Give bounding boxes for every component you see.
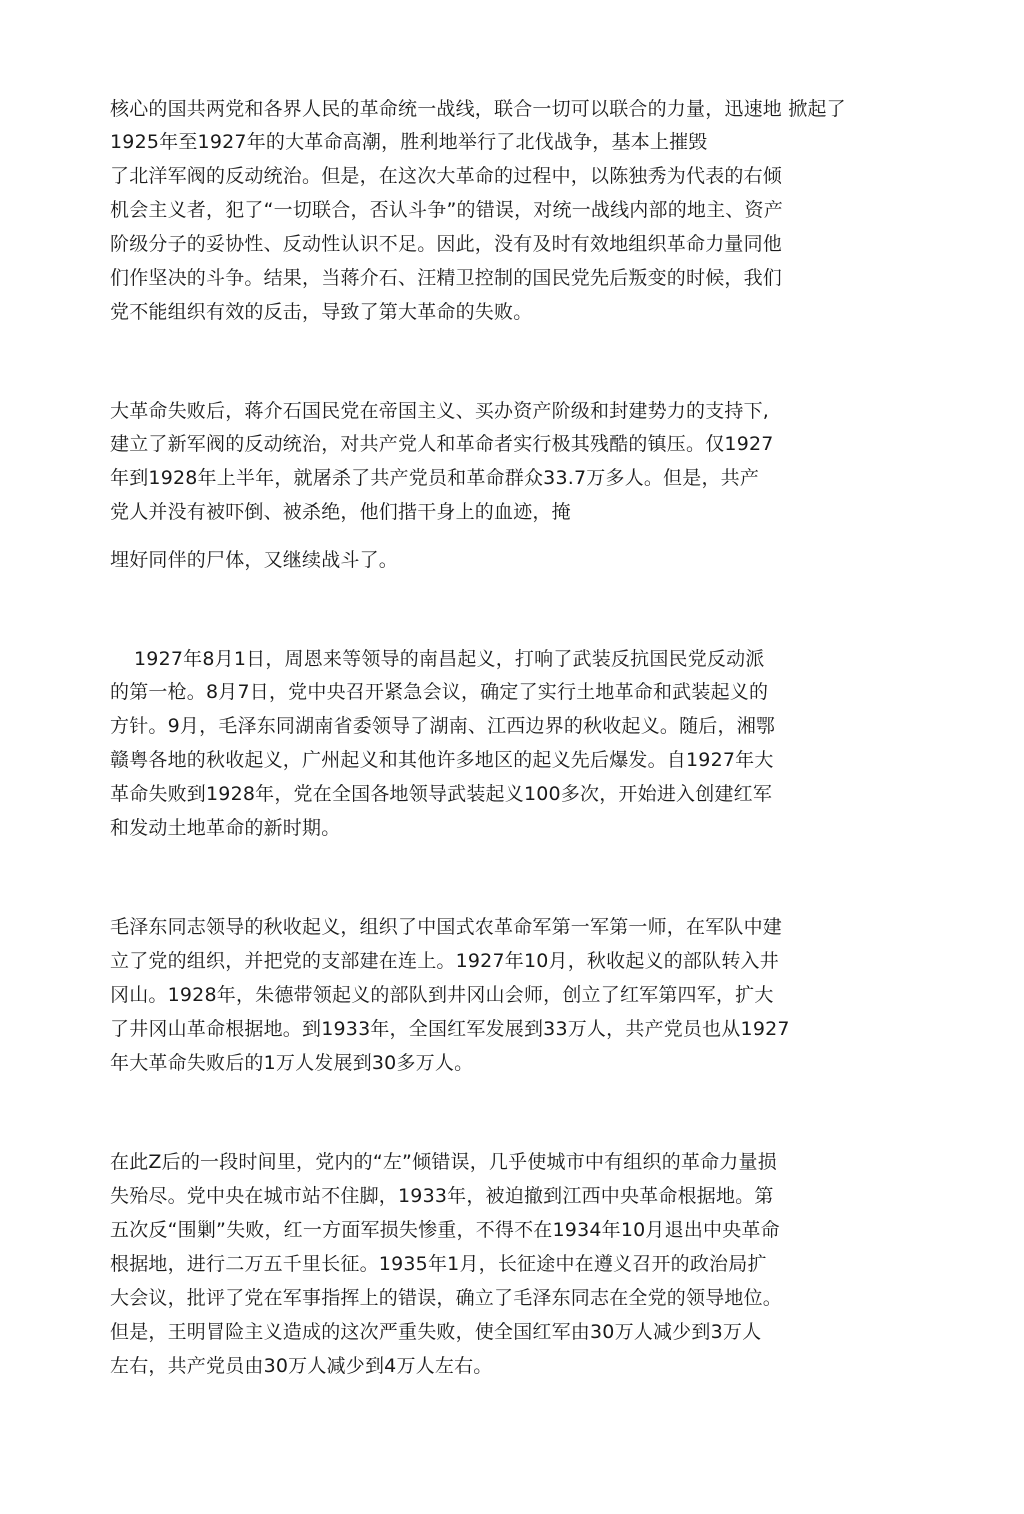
paragraph-line: 失殆尽。党中央在城市站不住脚，1933年，被迫撤到江西中央革命根据地。第	[110, 1185, 774, 1207]
paragraph-line: 冈山。1928年，朱德带领起义的部队到井冈山会师，创立了红军第四军，扩大	[110, 984, 774, 1006]
paragraph-line: 年大革命失败后的1万人发展到30多万人。	[110, 1052, 474, 1074]
paragraph-line: 和发动土地革命的新时期。	[110, 817, 341, 839]
paragraph-line: 毛泽东同志领导的秋收起义，组织了中国式农革命军第一军第一师，在军队中建	[110, 916, 783, 938]
paragraph-line: 核心的国共两党和各界人民的革命统一战线，联合一切可以联合的力量，迅速地 掀起了	[110, 98, 846, 120]
paragraph-line: 大会议，批评了党在军事指挥上的错误，确立了毛泽东同志在全党的领导地位。	[110, 1287, 783, 1309]
paragraph-line: 大革命失败后，蒋介石国民党在帝国主义、买办资产阶级和封建势力的支持下,	[110, 400, 770, 422]
paragraph-line: 五次反“围剿”失败，红一方面军损失惨重，不得不在1934年10月退出中央革命	[110, 1219, 780, 1241]
paragraph-line: 们作坚决的斗争。结果，当蒋介石、汪精卫控制的国民党先后叛变的时候，我们	[110, 267, 783, 289]
paragraph-line: 的第一枪。8月7日，党中央召开紧急会议，确定了实行土地革命和武装起义的	[110, 681, 769, 703]
paragraph-line: 立了党的组织，并把党的支部建在连上。1927年10月，秋收起义的部队转入井	[110, 950, 779, 972]
paragraph-line: 年到1928年上半年，就屠杀了共产党员和革命群众33.7万多人。但是，共产	[110, 467, 760, 489]
paragraph-line: 阶级分子的妥协性、反动性认识不足。因此，没有及时有效地组织革命力量同他	[110, 233, 783, 255]
paragraph-line: 赣粤各地的秋收起义，广州起义和其他许多地区的起义先后爆发。自1927年大	[110, 749, 774, 771]
paragraph-line: 左右，共产党员由30万人减少到4万人左右。	[110, 1355, 493, 1377]
paragraph-line: 党不能组织有效的反击，导致了第大革命的失败。	[110, 301, 533, 323]
paragraph-line: 党人并没有被吓倒、被杀绝，他们揩干身上的血迹，掩	[110, 501, 571, 523]
paragraph-line: 了井冈山革命根据地。到1933年，全国红军发展到33万人，共产党员也从1927	[110, 1018, 790, 1040]
paragraph-line: 机会主义者，犯了“一切联合，否认斗争”的错误，对统一战线内部的地主、资产	[110, 199, 783, 221]
paragraph-line: 建立了新军阀的反动统治，对共产党人和革命者实行极其残酷的镇压。仅1927	[110, 433, 774, 455]
paragraph-line: 根据地，进行二万五千里长征。1935年1月，长征途中在遵义召开的政治局扩	[110, 1253, 767, 1275]
paragraph-line: 1925年至1927年的大革命高潮，胜利地举行了北伐战争，基本上摧毁	[110, 131, 708, 153]
paragraph-line: 埋好同伴的尸体，又继续战斗了。	[110, 549, 399, 571]
paragraph-line: 1927年8月1日，周恩来等领导的南昌起义，打响了武装反抗国民党反动派	[134, 648, 765, 670]
paragraph-line: 革命失败到1928年，党在全国各地领导武装起义100多次，开始进入创建红军	[110, 783, 773, 805]
paragraph-line: 了北洋军阀的反动统治。但是，在这次大革命的过程中，以陈独秀为代表的右倾	[110, 165, 783, 187]
paragraph-line: 方针。9月，毛泽东同湖南省委领导了湖南、江西边界的秋收起义。随后，湘鄂	[110, 715, 776, 737]
paragraph-line: 但是，王明冒险主义造成的这次严重失败，使全国红军由30万人减少到3万人	[110, 1321, 762, 1343]
paragraph-line: 在此Z后的一段时间里，党内的“左”倾错误，几乎使城市中有组织的革命力量损	[110, 1151, 777, 1173]
